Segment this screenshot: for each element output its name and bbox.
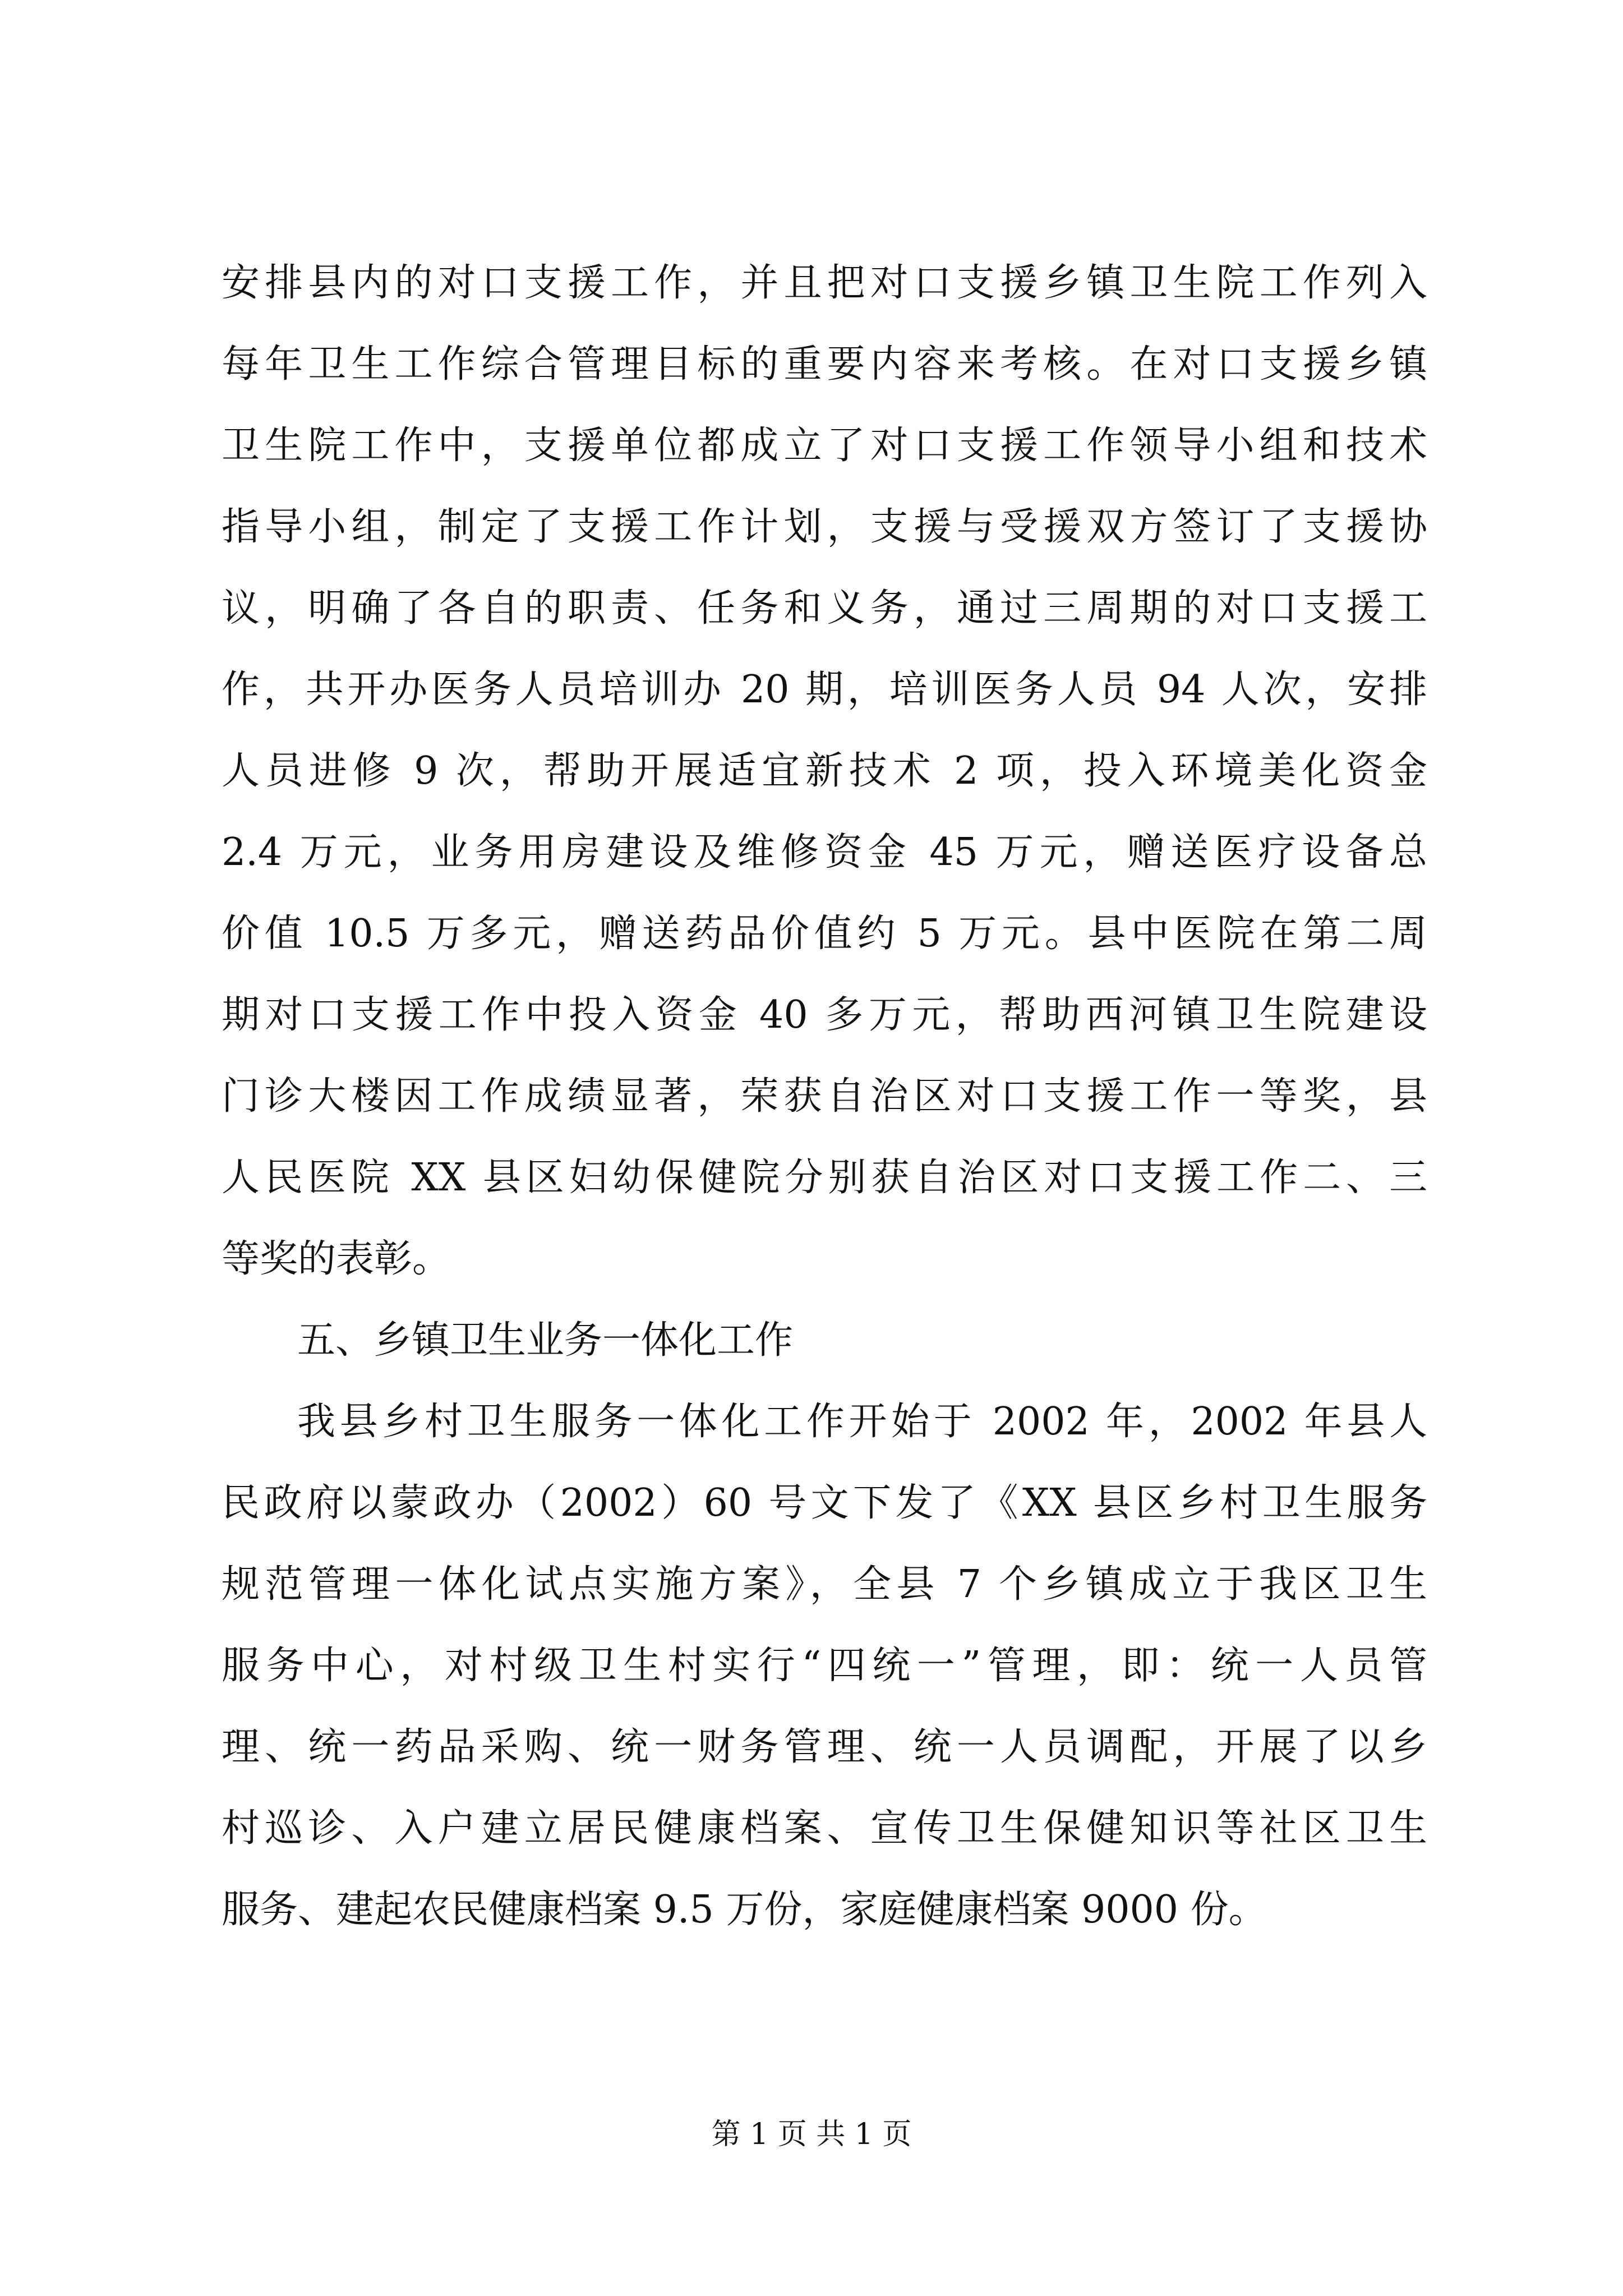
body-text-line: 我县乡村卫生服务一体化工作开始于 2002 年，2002 年县人: [297, 1400, 1427, 1444]
body-text-line: 期对口支援工作中投入资金 40 多万元，帮助西河镇卫生院建设: [222, 993, 1427, 1037]
page-footer: 第 1 页 共 1 页: [711, 2118, 912, 2151]
body-text-line: 等奖的表彰。: [222, 1237, 451, 1281]
body-text-line: 服务中心，对村级卫生村实行“四统一”管理，即：统一人员管: [222, 1644, 1427, 1688]
body-text-line: 规范管理一体化试点实施方案》，全县 7 个乡镇成立于我区卫生: [222, 1562, 1427, 1607]
body-text-line: 门诊大楼因工作成绩显著，荣获自治区对口支援工作一等奖，县: [222, 1074, 1427, 1119]
body-text-line: 2.4 万元，业务用房建设及维修资金 45 万元，赠送医疗设备总: [222, 830, 1427, 875]
body-text-line: 村巡诊、入户建立居民健康档案、宣传卫生保健知识等社区卫生: [222, 1806, 1427, 1851]
body-text-line: 指导小组，制定了支援工作计划，支援与受援双方签订了支援协: [222, 505, 1427, 549]
body-text-line: 服务、建起农民健康档案 9.5 万份，家庭健康档案 9000 份。: [222, 1888, 1267, 1932]
body-text-line: 价值 10.5 万多元，赠送药品价值约 5 万元。县中医院在第二周: [222, 912, 1427, 956]
body-text-line: 每年卫生工作综合管理目标的重要内容来考核。在对口支援乡镇: [222, 342, 1427, 386]
body-text-line: 人员进修 9 次，帮助开展适宜新技术 2 项，投入环境美化资金: [222, 749, 1427, 793]
body-text-line: 人民医院 XX 县区妇幼保健院分别获自治区对口支援工作二、三: [222, 1156, 1427, 1200]
body-text-line: 议，明确了各自的职责、任务和义务，通过三周期的对口支援工: [222, 586, 1427, 631]
section-heading: 五、乡镇卫生业务一体化工作: [297, 1318, 794, 1363]
body-text-line: 理、统一药品采购、统一财务管理、统一人员调配，开展了以乡: [222, 1725, 1427, 1769]
body-text-line: 作，共开办医务人员培训办 20 期，培训医务人员 94 人次，安排: [222, 668, 1427, 712]
body-text-line: 安排县内的对口支援工作，并且把对口支援乡镇卫生院工作列入: [222, 261, 1427, 305]
body-text-line: 民政府以蒙政办（2002）60 号文下发了《XX 县区乡村卫生服务: [222, 1481, 1427, 1525]
body-text-line: 卫生院工作中，支援单位都成立了对口支援工作领导小组和技术: [222, 424, 1427, 468]
